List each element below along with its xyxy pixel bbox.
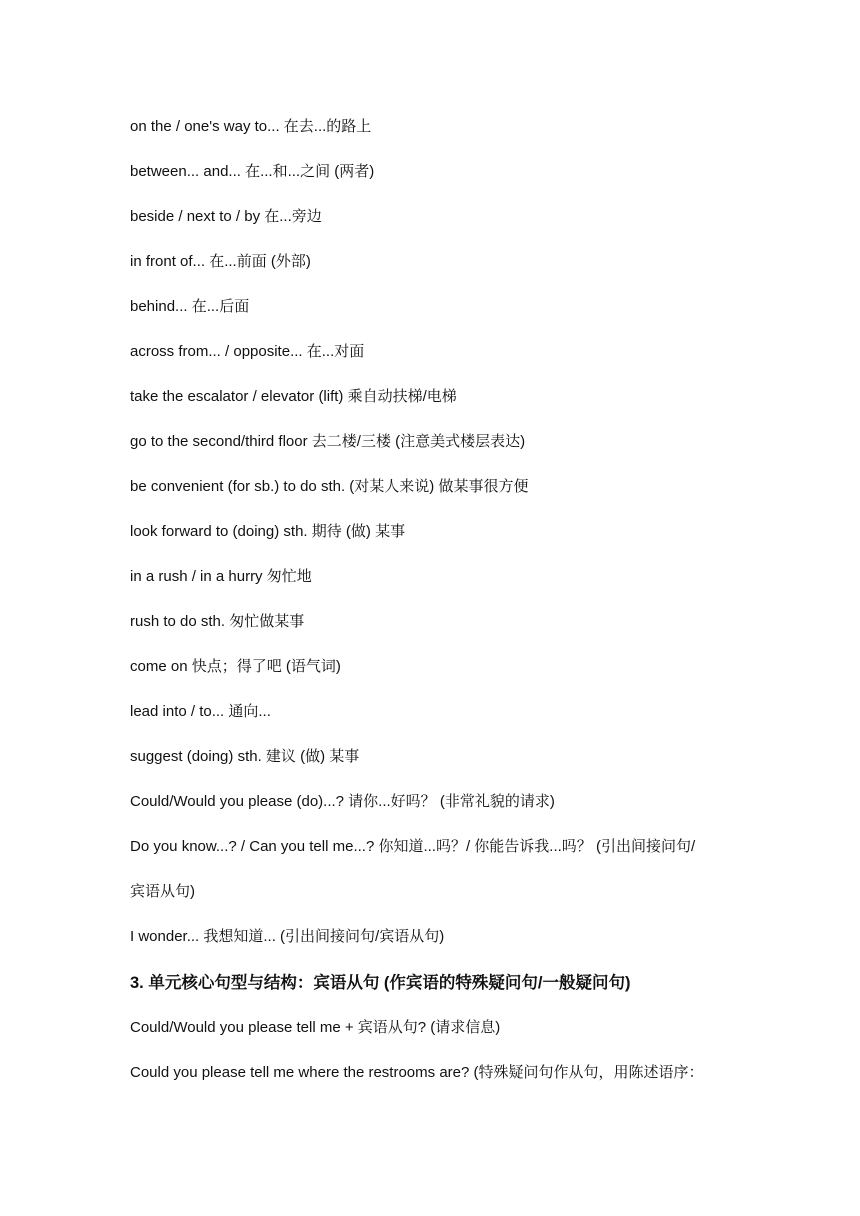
phrase-line: come on 快点；得了吧 (语气词): [130, 658, 341, 675]
section-heading: 3. 单元核心句型与结构：宾语从句 (作宾语的特殊疑问句/一般疑问句): [130, 974, 631, 992]
phrase-line: go to the second/third floor 去二楼/三楼 (注意美式楼层表达): [130, 433, 526, 450]
phrase-line: be convenient (for sb.) to do sth. (对某人来说) 做某事很方便: [130, 478, 529, 495]
phrase-line: across from... / opposite... 在...对面: [130, 343, 365, 360]
phrase-line: Do you know...? / Can you tell me...? 你知道...吗？/ 你能告诉我...吗？ (引出间接问句/: [130, 838, 696, 855]
phrase-line: rush to do sth. 匆忙做某事: [130, 613, 305, 630]
phrase-line: Could/Would you please (do)...? 请你...好吗？ (非常礼貌的请求): [130, 793, 555, 810]
sentence-line: Could you please tell me where the restrooms are? (特殊疑问句作从句，用陈述语序：: [130, 1064, 704, 1081]
phrase-line: between... and... 在...和...之间 (两者): [130, 163, 375, 180]
phrase-line: behind... 在...后面: [130, 298, 250, 315]
phrase-line: in a rush / in a hurry 匆忙地: [130, 568, 312, 585]
sentence-line: Could/Would you please tell me + 宾语从句? (请求信息): [130, 1019, 501, 1036]
phrase-line: beside / next to / by 在...旁边: [130, 208, 322, 225]
phrase-line: suggest (doing) sth. 建议 (做) 某事: [130, 748, 360, 765]
phrase-line: take the escalator / elevator (lift) 乘自动扶梯/电梯: [130, 388, 457, 405]
phrase-line: in front of... 在...前面 (外部): [130, 253, 311, 270]
phrase-line: lead into / to... 通向...: [130, 703, 271, 720]
phrase-line-continuation: 宾语从句): [130, 883, 195, 900]
phrase-line: look forward to (doing) sth. 期待 (做) 某事: [130, 523, 406, 540]
phrase-line: on the / one's way to... 在去...的路上: [130, 118, 372, 135]
phrase-line: I wonder... 我想知道... (引出间接问句/宾语从句): [130, 928, 445, 945]
